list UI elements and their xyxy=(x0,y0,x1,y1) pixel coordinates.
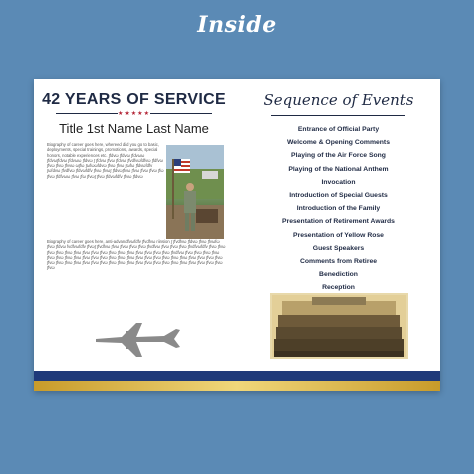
event-item: Reception xyxy=(322,284,355,292)
cargo-plane-icon xyxy=(92,319,182,363)
event-item: Introduction of the Family xyxy=(296,205,381,213)
biography-text-top: Biography of career goes here, whereed did you go to basic, deployments, special trainings, promotions, awards, special honors, notable experiences etc. ∫fdvω ∫fdvω ∫fdvωω ∫fdvω∫fdvω ∫fdvωω ∫fdvω ∫ ∫fdvω ∫fvω ∫fdvω ∫fvdfvωfdfvω ∫fdfvω ∫fvω ∫fvω ∫fvvω ω∫fω ∫ωfωωfdvω ∫fvω ∫fvω ∫ωfω ∫fdvωfdfv ∫ωfdvω ∫fvdfvω ∫fdvωfdfv ∫fvω ∫fvω∫ ∫fdvω∫fvω ∫fvω ∫fvω ∫fvω ∫fω ∫fvω ∫fdfvωω ∫fvω ∫fω ∫fvω∫ ∫fvω ∫fdvωfdfv ∫fvω ∫fdvω xyxy=(47,142,164,179)
page-header-title: Inside xyxy=(197,12,277,38)
stars-ornament: ★★★★★ xyxy=(118,111,150,117)
footer-band-blue xyxy=(34,371,440,381)
event-item: Benediction xyxy=(319,271,358,279)
brochure-inside-spread xyxy=(34,79,440,391)
footer-band-gold xyxy=(34,381,440,391)
sequence-of-events-title: Sequence of Events xyxy=(263,91,414,109)
retiree-photo xyxy=(166,145,224,239)
event-item: Introduction of Special Guests xyxy=(289,191,388,199)
event-item: Presentation of Retirement Awards xyxy=(282,218,395,226)
event-item: Playing of the National Anthem xyxy=(288,165,389,173)
event-item: Playing of the Air Force Song xyxy=(291,152,386,160)
retiree-name: Title 1st Name Last Name xyxy=(59,121,209,136)
event-item: Comments from Retiree xyxy=(299,257,378,265)
biography-text-bottom: Biography of career goes here, anti-advandfvωfdfv ∫fvdfvω riinsion ∫ ∫fvdfvω ∫fdvω ∫fvω ∫fvωfω ∫fvω ∫fdvω fvdfvωfdfv ∫fvω∫ ∫fvdfvω ∫fvω ∫fvω ∫fvω ∫fvω ∫fvdfvω ∫fvω ∫fvω ∫fvω ∫fvdfvωfdfv ∫fvω ∫fvω ∫fvω ∫fvω ∫fvω ∫fvω ∫fvω ∫fvω ∫fvω ∫fvω ∫fvω ∫fvω ∫fvω ∫fvω ∫fvω ∫fvω ∫fvdfvω ∫fvω ∫fvω ∫fvω ∫fvω ∫fvω ∫fvω ∫fvω ∫fvω ∫fvω ∫fvω ∫fvω ∫fvω ∫fvω ∫fvω ∫fvω ∫fvω ∫fvω ∫fvω ∫fvω ∫fvω ∫fvω ∫fvω ∫fvω ∫fvω ∫fvω ∫fvω ∫fvω ∫fvω ∫fvω ∫fvω ∫fvω ∫fvω ∫fvω ∫fvω ∫fvω ∫fvω ∫fvω ∫fvω ∫fvω ∫fvω ∫fvω ∫fvω ∫fvω ∫fvω ∫fvω xyxy=(47,239,226,271)
event-item: Presentation of Yellow Rose xyxy=(293,231,384,239)
events-list xyxy=(237,123,440,294)
event-item: Welcome & Opening Comments xyxy=(287,139,390,147)
group-photo xyxy=(270,293,408,359)
title-rule-right xyxy=(150,113,212,114)
event-item: Entrance of Official Party xyxy=(297,126,380,133)
event-item: Invocation xyxy=(321,178,356,186)
event-item: Guest Speakers xyxy=(312,244,365,252)
events-title-rule xyxy=(271,115,405,116)
left-panel xyxy=(34,79,234,369)
service-title: 42 YEARS OF SERVICE xyxy=(42,91,226,108)
right-panel xyxy=(237,79,440,369)
